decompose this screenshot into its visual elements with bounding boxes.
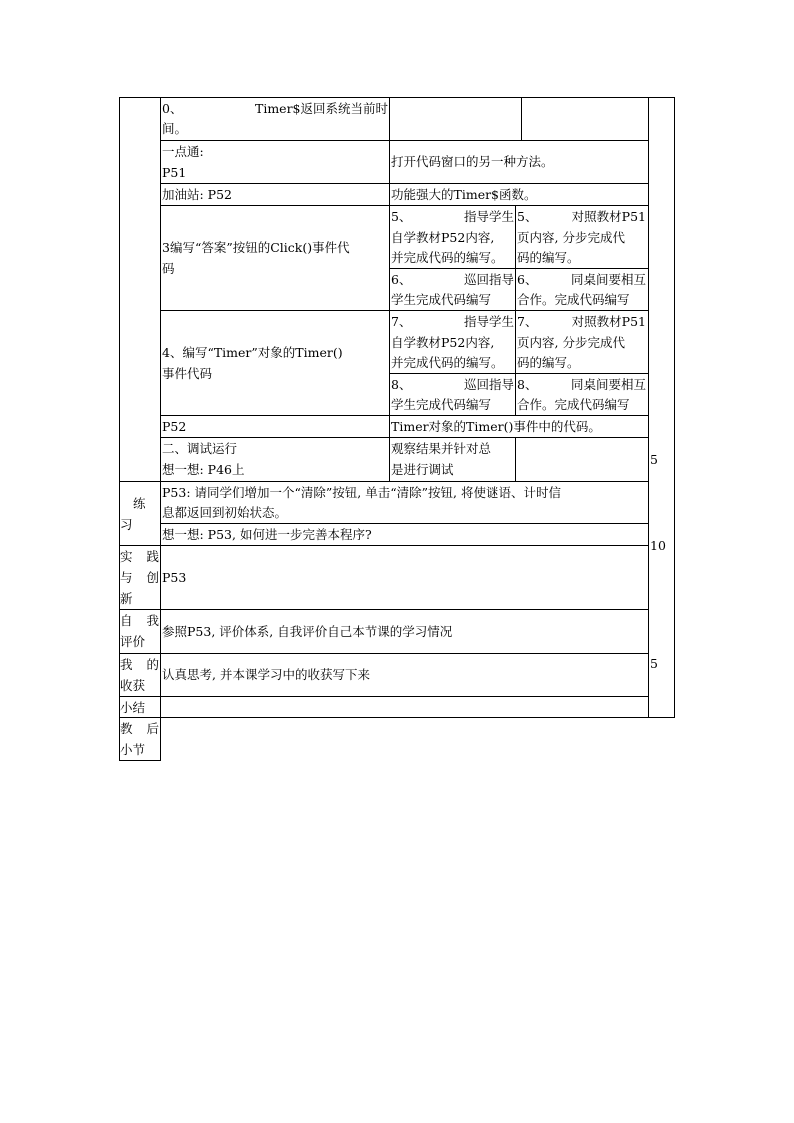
row7-mid-line1: 观察结果并针对总 (391, 441, 492, 456)
row2-left-line1: 一点通: (162, 144, 204, 159)
row5-student-a-line1: 7、 对照教材P51 (517, 314, 646, 329)
afterclass-label-line1: 教 后 (120, 721, 159, 736)
row7-left-line2: 想一想: P46上 (162, 462, 245, 477)
gain-label-line1: 我 的 (120, 657, 159, 672)
row5-student-b-line1: 8、 同桌间要相互 (517, 377, 646, 392)
row4-left-line2: 码 (162, 261, 175, 276)
practice-time: 10 (650, 538, 666, 553)
row6-left: P52 (162, 419, 187, 434)
afterclass-label-line2: 小节 (120, 742, 146, 757)
practice-label-a: 练 (133, 496, 146, 511)
row1-line2: 间。 (162, 121, 188, 136)
row2-right: 打开代码窗口的另一种方法。 (391, 154, 554, 169)
row7-time: 5 (650, 452, 658, 467)
row4-left-line1: 3编写“答案”按钮的Click()事件代 (162, 240, 350, 255)
innovation-label-line3: 新 (120, 591, 133, 606)
innovation-content: P53 (162, 570, 187, 585)
innovation-label-line1: 实 践 (120, 549, 159, 564)
row2-left-line2: P51 (162, 165, 187, 180)
gain-time: 5 (650, 656, 658, 671)
self-eval-content: 参照P53, 评价体系, 自我评价自己本节课的学习情况 (162, 624, 453, 639)
row4-student-b-line2: 合作。完成代码编写 (517, 292, 630, 307)
row5-teacher-a-line2: 自学教材P52内容, (391, 335, 495, 350)
row7-mid-line2: 是进行调试 (391, 462, 454, 477)
row4-student-a-line2: 页内容, 分步完成代 (517, 230, 625, 245)
self-eval-label-line2: 评价 (120, 634, 146, 649)
summary-label: 小结 (120, 700, 146, 715)
self-eval-label-line1: 自 我 (120, 613, 159, 628)
row5-teacher-a-line3: 并完成代码的编写。 (391, 355, 504, 370)
practice-line1: P53: 请同学们增加一个“清除”按钮, 单击“清除”按钮, 将使谜语、计时信 (162, 485, 561, 500)
row3-left: 加油站: P52 (162, 187, 233, 202)
row4-teacher-a-line1: 5、 指导学生 (391, 209, 514, 224)
row4-student-a-line3: 码的编写。 (517, 250, 580, 265)
row5-student-a-line3: 码的编写。 (517, 355, 580, 370)
row3-right: 功能强大的Timer$函数。 (391, 187, 537, 202)
row4-teacher-a-line2: 自学教材P52内容, (391, 230, 495, 245)
row5-left-line1: 4、编写“Timer”对象的Timer() (162, 345, 343, 360)
practice-line2: 息都返回到初始状态。 (162, 505, 288, 520)
row7-left-line1: 二、调试运行 (162, 441, 238, 456)
row5-student-a-line2: 页内容, 分步完成代 (517, 335, 625, 350)
gain-content: 认真思考, 并本课学习中的收获写下来 (162, 667, 370, 682)
row5-teacher-a-line1: 7、 指导学生 (391, 314, 514, 329)
row4-student-a-line1: 5、 对照教材P51 (517, 209, 646, 224)
innovation-label-line2: 与 创 (120, 570, 159, 585)
gain-label-line2: 收获 (120, 678, 146, 693)
row6-right: Timer对象的Timer()事件中的代码。 (391, 419, 601, 434)
row5-teacher-b-line2: 学生完成代码编写 (391, 397, 492, 412)
row5-teacher-b-line1: 8、 巡回指导 (391, 377, 514, 392)
row1-line1: 0、 Timer$返回系统当前时 (162, 101, 388, 116)
row4-teacher-b-line2: 学生完成代码编写 (391, 292, 492, 307)
row4-teacher-a-line3: 并完成代码的编写。 (391, 250, 504, 265)
row5-left-line2: 事件代码 (162, 366, 213, 381)
row5-student-b-line2: 合作。完成代码编写 (517, 397, 630, 412)
practice-line3: 想一想: P53, 如何进一步完善本程序? (162, 527, 372, 542)
row4-teacher-b-line1: 6、 巡回指导 (391, 272, 514, 287)
row4-student-b-line1: 6、 同桌间要相互 (517, 272, 646, 287)
practice-label-b: 习 (120, 517, 133, 532)
